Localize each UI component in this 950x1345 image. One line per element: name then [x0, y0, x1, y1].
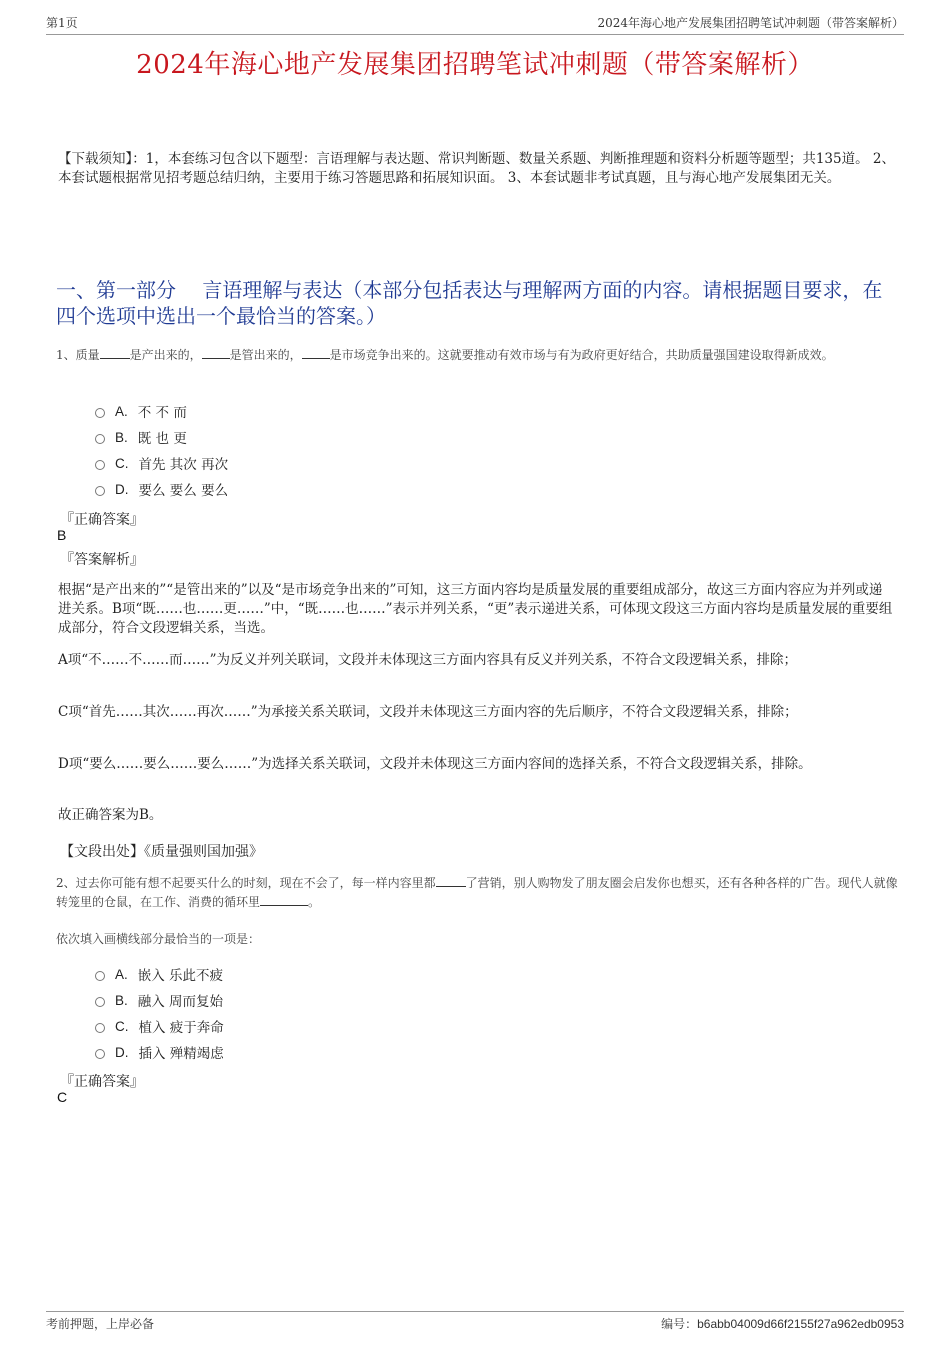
q1-seg1: 1、质量: [56, 348, 100, 362]
radio-icon[interactable]: [95, 997, 105, 1007]
analysis-paragraph: C项“首先……其次……再次……”为承接关系关联词，文段并未体现这三方面内容的先后顺序，不符合文段逻辑关系，排除；: [58, 704, 798, 720]
question-2-stem: [56, 874, 902, 912]
option-letter: B.: [115, 992, 128, 1008]
option-text: 融入 周而复始: [137, 994, 224, 1010]
document-title: 2024年海心地产发展集团招聘笔试冲刺题（带答案解析）: [136, 50, 814, 80]
option-text: 嵌入 乐此不疲: [137, 968, 224, 984]
option-letter: C.: [115, 1018, 129, 1034]
analysis-label: 『答案解析』: [60, 552, 144, 568]
option-letter: A.: [115, 966, 128, 982]
download-notice: 【下载须知】：1，本套练习包含以下题型：言语理解与表达题、常识判断题、数量关系题、判断推理题和资料分析题等题型；共135道。 2、本套试题根据常见招考题总结归纳，主要用于练习答题思路和拓展知识面。 3、本套试题非考试真题，且与海心地产发展集团无关。: [58, 151, 895, 186]
option-c[interactable]: [95, 450, 495, 476]
q2-seg3: 。: [308, 895, 321, 909]
option-letter: B.: [115, 429, 128, 445]
footer-code-value: b6abb04009d66f2155f27a962edb0953: [697, 1317, 904, 1331]
question-1: [56, 346, 902, 365]
analysis-paragraph: 根据“是产出来的”“是管出来的”以及“是市场竞争出来的”可知，这三方面内容均是质量发展的重要组成部分，故这三方面内容应为并列或递进关系。B项“既……也……更……”中，“既……也……”表示并列关系，“更”表示递进关系，可体现文段这三方面内容均是质量发展的重要组成部分，符合文段逻辑关系，当选。: [58, 582, 893, 636]
radio-icon[interactable]: [95, 971, 105, 981]
question-2-prompt: 依次填入画横线部分最恰当的一项是：: [56, 932, 261, 946]
option-a[interactable]: [95, 961, 495, 987]
option-letter: A.: [115, 403, 128, 419]
option-text: 不 不 而: [137, 405, 187, 421]
question-1-stem: [56, 346, 902, 365]
correct-answer-label: 『正确答案』: [60, 1074, 144, 1090]
blank-line: [436, 874, 466, 887]
option-text: 植入 疲于奔命: [138, 1020, 224, 1036]
option-letter: D.: [115, 481, 129, 497]
footer-code: [661, 1315, 904, 1332]
q2-seg1: 2、过去你可能有想不起要买什么的时刻，现在不会了，每一样内容里都: [56, 876, 436, 890]
correct-answer: B: [57, 527, 67, 543]
option-d[interactable]: [95, 476, 495, 502]
analysis-paragraph: D项“要么……要么……要么……”为选择关系关联词，文段并未体现这三方面内容间的选择关系，不符合文段逻辑关系，排除。: [58, 756, 812, 772]
question-2-options: [95, 961, 495, 1065]
radio-icon[interactable]: [95, 1023, 105, 1033]
q2-seg2: 了营销，别人购物发了朋友圈会启发你也想买，还有各种各样的广告。现代人就像转笼里的仓鼠，在工作、消费的循环里: [56, 876, 898, 909]
radio-icon[interactable]: [95, 486, 105, 496]
option-a[interactable]: [95, 398, 495, 424]
q1-seg2: 是产出来的，: [129, 348, 202, 362]
correct-answer-label: 『正确答案』: [60, 512, 144, 528]
option-b[interactable]: [95, 987, 495, 1013]
page-header: [46, 14, 904, 35]
q1-seg4: 是市场竞争出来的。这就要推动有效市场与有为政府更好结合，共助质量强国建设取得新成效。: [329, 348, 834, 362]
option-text: 插入 殚精竭虑: [138, 1046, 224, 1062]
radio-icon[interactable]: [95, 1049, 105, 1059]
option-c[interactable]: [95, 1013, 495, 1039]
option-letter: D.: [115, 1044, 129, 1060]
q1-seg3: 是管出来的，: [229, 348, 302, 362]
correct-answer: C: [57, 1089, 68, 1105]
radio-icon[interactable]: [95, 460, 105, 470]
blank-line: [202, 346, 230, 359]
question-2: [56, 874, 902, 912]
source-citation: 【文段出处】《质量强则国加强》: [60, 844, 263, 860]
option-letter: C.: [115, 455, 129, 471]
option-d[interactable]: [95, 1039, 495, 1065]
radio-icon[interactable]: [95, 434, 105, 444]
header-doc-title: 2024年海心地产发展集团招聘笔试冲刺题（带答案解析）: [597, 16, 904, 30]
blank-line: [100, 346, 130, 359]
option-text: 要么 要么 要么: [138, 483, 229, 499]
section-heading: 一、第一部分 言语理解与表达（本部分包括表达与理解两方面的内容。请根据题目要求，在四个选项中选出一个最恰当的答案。）: [56, 278, 883, 328]
analysis-conclusion: 故正确答案为B。: [58, 807, 163, 823]
option-text: 首先 其次 再次: [138, 457, 229, 473]
question-1-options: [95, 398, 495, 502]
blank-line: [260, 893, 308, 906]
page-number: 第1页: [46, 16, 78, 30]
radio-icon[interactable]: [95, 408, 105, 418]
analysis-paragraph: A项“不……不……而……”为反义并列关联词，文段并未体现这三方面内容具有反义并列关系，不符合文段逻辑关系，排除；: [58, 652, 798, 668]
option-b[interactable]: [95, 424, 495, 450]
option-text: 既 也 更: [137, 431, 187, 447]
footer-code-label: 编号：: [661, 1317, 698, 1331]
footer-slogan: 考前押题，上岸必备: [46, 1317, 155, 1331]
page-footer: [46, 1311, 904, 1332]
blank-line: [302, 346, 330, 359]
